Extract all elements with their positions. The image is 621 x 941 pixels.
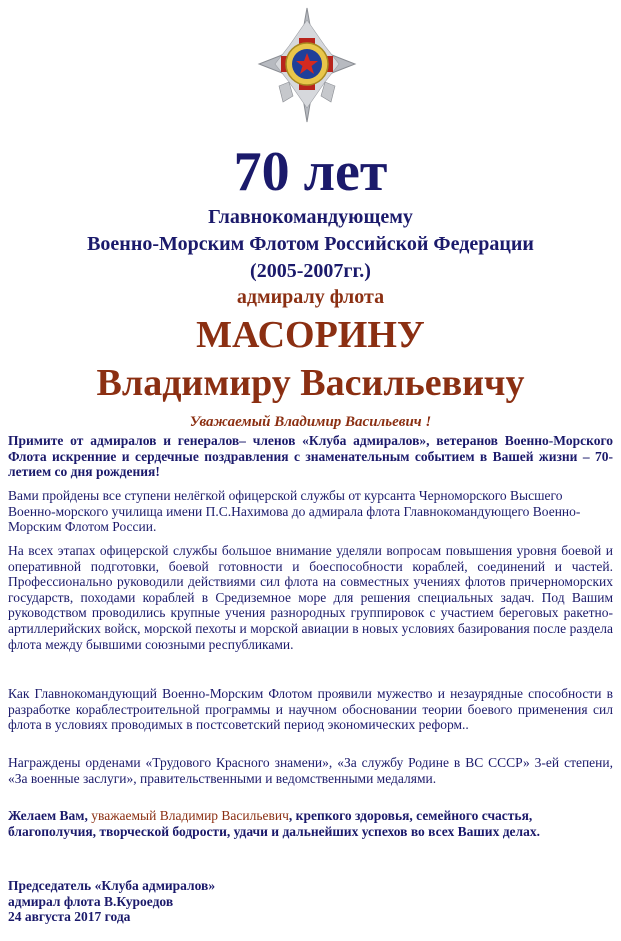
awards-paragraph: Награждены орденами «Трудового Красного знамени», «За службу Родине в ВС СССР» 3-ей степени, «За военные заслуги», правительственными и ведомственными медалями. bbox=[8, 755, 613, 786]
recipient-title-line2: Военно-Морским Флотом Российской Федерации bbox=[87, 233, 534, 255]
career-paragraph: Вами пройдены все ступени нелёгкой офицерской службы от курсанта Черноморского Высшего Военно-морского училища имени П.С.Нахимова до адмирала флота Главнокомандующего Военно-Морским Флотом России. bbox=[8, 488, 581, 535]
wishes-addressee: уважаемый Владимир Васильевич bbox=[91, 808, 289, 823]
signature-title: Председатель «Клуба адмиралов» bbox=[8, 878, 216, 893]
wishes-paragraph bbox=[8, 808, 613, 839]
greeting: Уважаемый Владимир Васильевич ! bbox=[189, 414, 432, 430]
wishes-rest: , крепкого здоровья, семейного счастья, благополучия, творческой бодрости, удачи и дальнейших успехов во всех Ваших делах. bbox=[8, 808, 540, 839]
commander-paragraph: Как Главнокомандующий Военно-Морским Флотом проявили мужество и незаурядные способности в разработке кораблестроительной программы и научном обосновании теории боевого применения сил флота в условиях проводимых в постсоветский период экономических реформ.. bbox=[8, 686, 613, 733]
service-paragraph: На всех этапах офицерской службы большое внимание уделяли вопросам повышения уровня боевой и оперативной подготовки, боевой готовности и боеспособности кораблей, соединений и частей. Профессионально руководили действиями сил флота на совместных учениях флотов причерноморских государств, походами кораблей в Средиземное море для решения специальных задач. Под Вашим руководством проводились крупные учения разнородных группировок с участием береговых ракетно-артиллерийских войск, морской пехоты и морской авиации в новых условиях базирования после раздела флота между бывшими союзными республиками. bbox=[8, 543, 613, 652]
signature-block bbox=[8, 878, 613, 925]
congratulation-paragraph: Примите от адмиралов и генералов– членов «Клуба адмиралов», ветеранов Военно-Морского Флота искренние и сердечные поздравления с знаменательным событием в Вашей жизни – 70-летием со дня рождения! bbox=[8, 433, 613, 480]
wishes-start: Желаем Вам, bbox=[8, 808, 92, 823]
admirals-club-star-emblem-icon bbox=[257, 6, 357, 126]
recipient-term-years: (2005-2007гг.) bbox=[250, 260, 371, 282]
signature-date: 24 августа 2017 года bbox=[8, 909, 131, 925]
signature-name: адмирал флота В.Куроедов bbox=[8, 893, 174, 909]
recipient-given-names: Владимиру Васильевичу bbox=[96, 362, 525, 404]
recipient-rank: адмиралу флота bbox=[236, 286, 385, 308]
recipient-title-line1: Главнокомандующему bbox=[208, 206, 413, 228]
recipient-surname: МАСОРИНУ bbox=[196, 314, 425, 356]
anniversary-title: 70 лет bbox=[233, 141, 388, 203]
